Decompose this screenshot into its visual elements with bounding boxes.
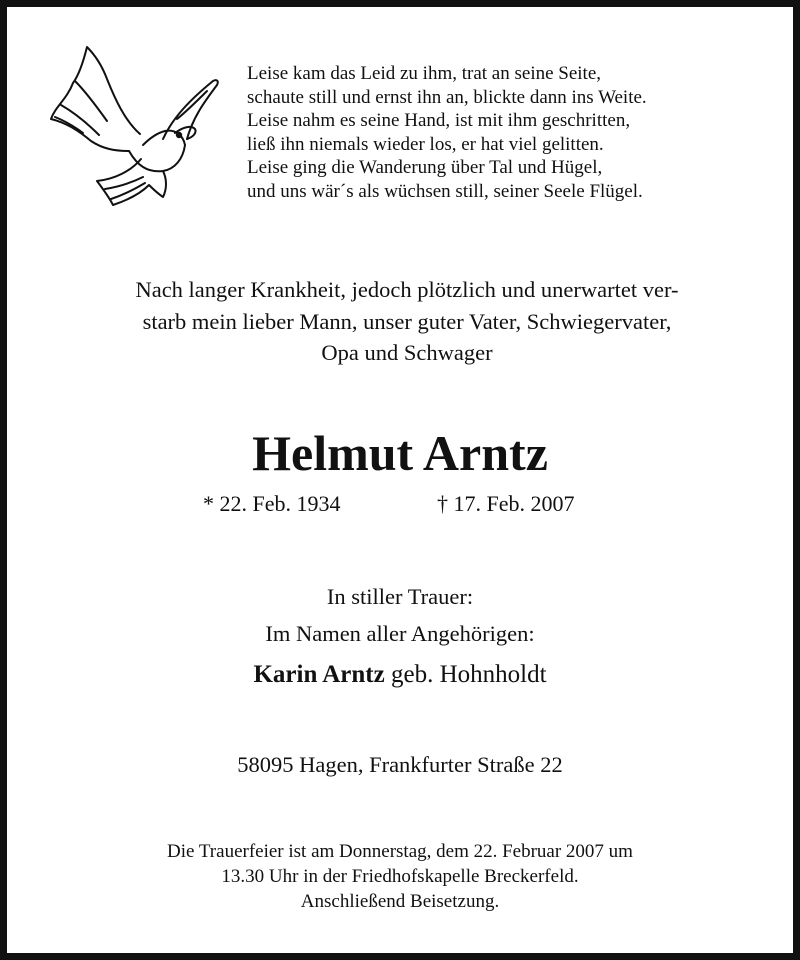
poem-line: ließ ihn niemals wieder los, er hat viel gelitten. bbox=[247, 133, 604, 155]
poem-line: schaute still und ernst ihn an, blickte dann ins Weite. bbox=[247, 86, 647, 108]
announcement-line: starb mein lieber Mann, unser guter Vater, Schwiegervater, bbox=[142, 308, 672, 334]
poem-line: Leise nahm es seine Hand, ist mit ihm geschritten, bbox=[247, 110, 631, 132]
announcement-line: Opa und Schwager bbox=[321, 340, 493, 365]
signer-name: Karin Arntz bbox=[253, 661, 385, 688]
poem-line: und uns wär´s als wüchsen still, seiner Seele Flügel. bbox=[247, 180, 643, 202]
dove-icon bbox=[45, 41, 225, 221]
birth-date: * 22. Feb. 1934 bbox=[203, 491, 341, 516]
signer bbox=[7, 655, 793, 695]
address: 58095 Hagen, Frankfurter Straße 22 bbox=[237, 752, 563, 777]
funeral-line: Die Trauerfeier ist am Donnerstag, dem 22. Februar 2007 um bbox=[167, 841, 633, 862]
announcement-line: Nach langer Krankheit, jedoch plötzlich und unerwartet ver- bbox=[135, 277, 679, 302]
signer-maiden-name: geb. Hohnholdt bbox=[384, 661, 547, 688]
life-dates bbox=[203, 487, 623, 521]
poem bbox=[247, 62, 777, 204]
death-date: † 17. Feb. 2007 bbox=[437, 491, 575, 516]
death-announcement bbox=[47, 274, 767, 369]
funeral-line: 13.30 Uhr in der Friedhofskapelle Breckerfeld. bbox=[221, 866, 579, 887]
deceased-name: Helmut Arntz bbox=[252, 425, 548, 481]
mourning-line: Im Namen aller Angehörigen: bbox=[265, 621, 535, 646]
poem-line: Leise ging die Wanderung über Tal und Hügel, bbox=[247, 157, 603, 179]
funeral-line: Anschließend Beisetzung. bbox=[300, 891, 500, 912]
mourning-lines bbox=[7, 578, 793, 652]
funeral-info bbox=[7, 839, 793, 914]
mourning-line: In stiller Trauer: bbox=[326, 584, 474, 609]
poem-line: Leise kam das Leid zu ihm, trat an seine Seite, bbox=[247, 63, 602, 84]
